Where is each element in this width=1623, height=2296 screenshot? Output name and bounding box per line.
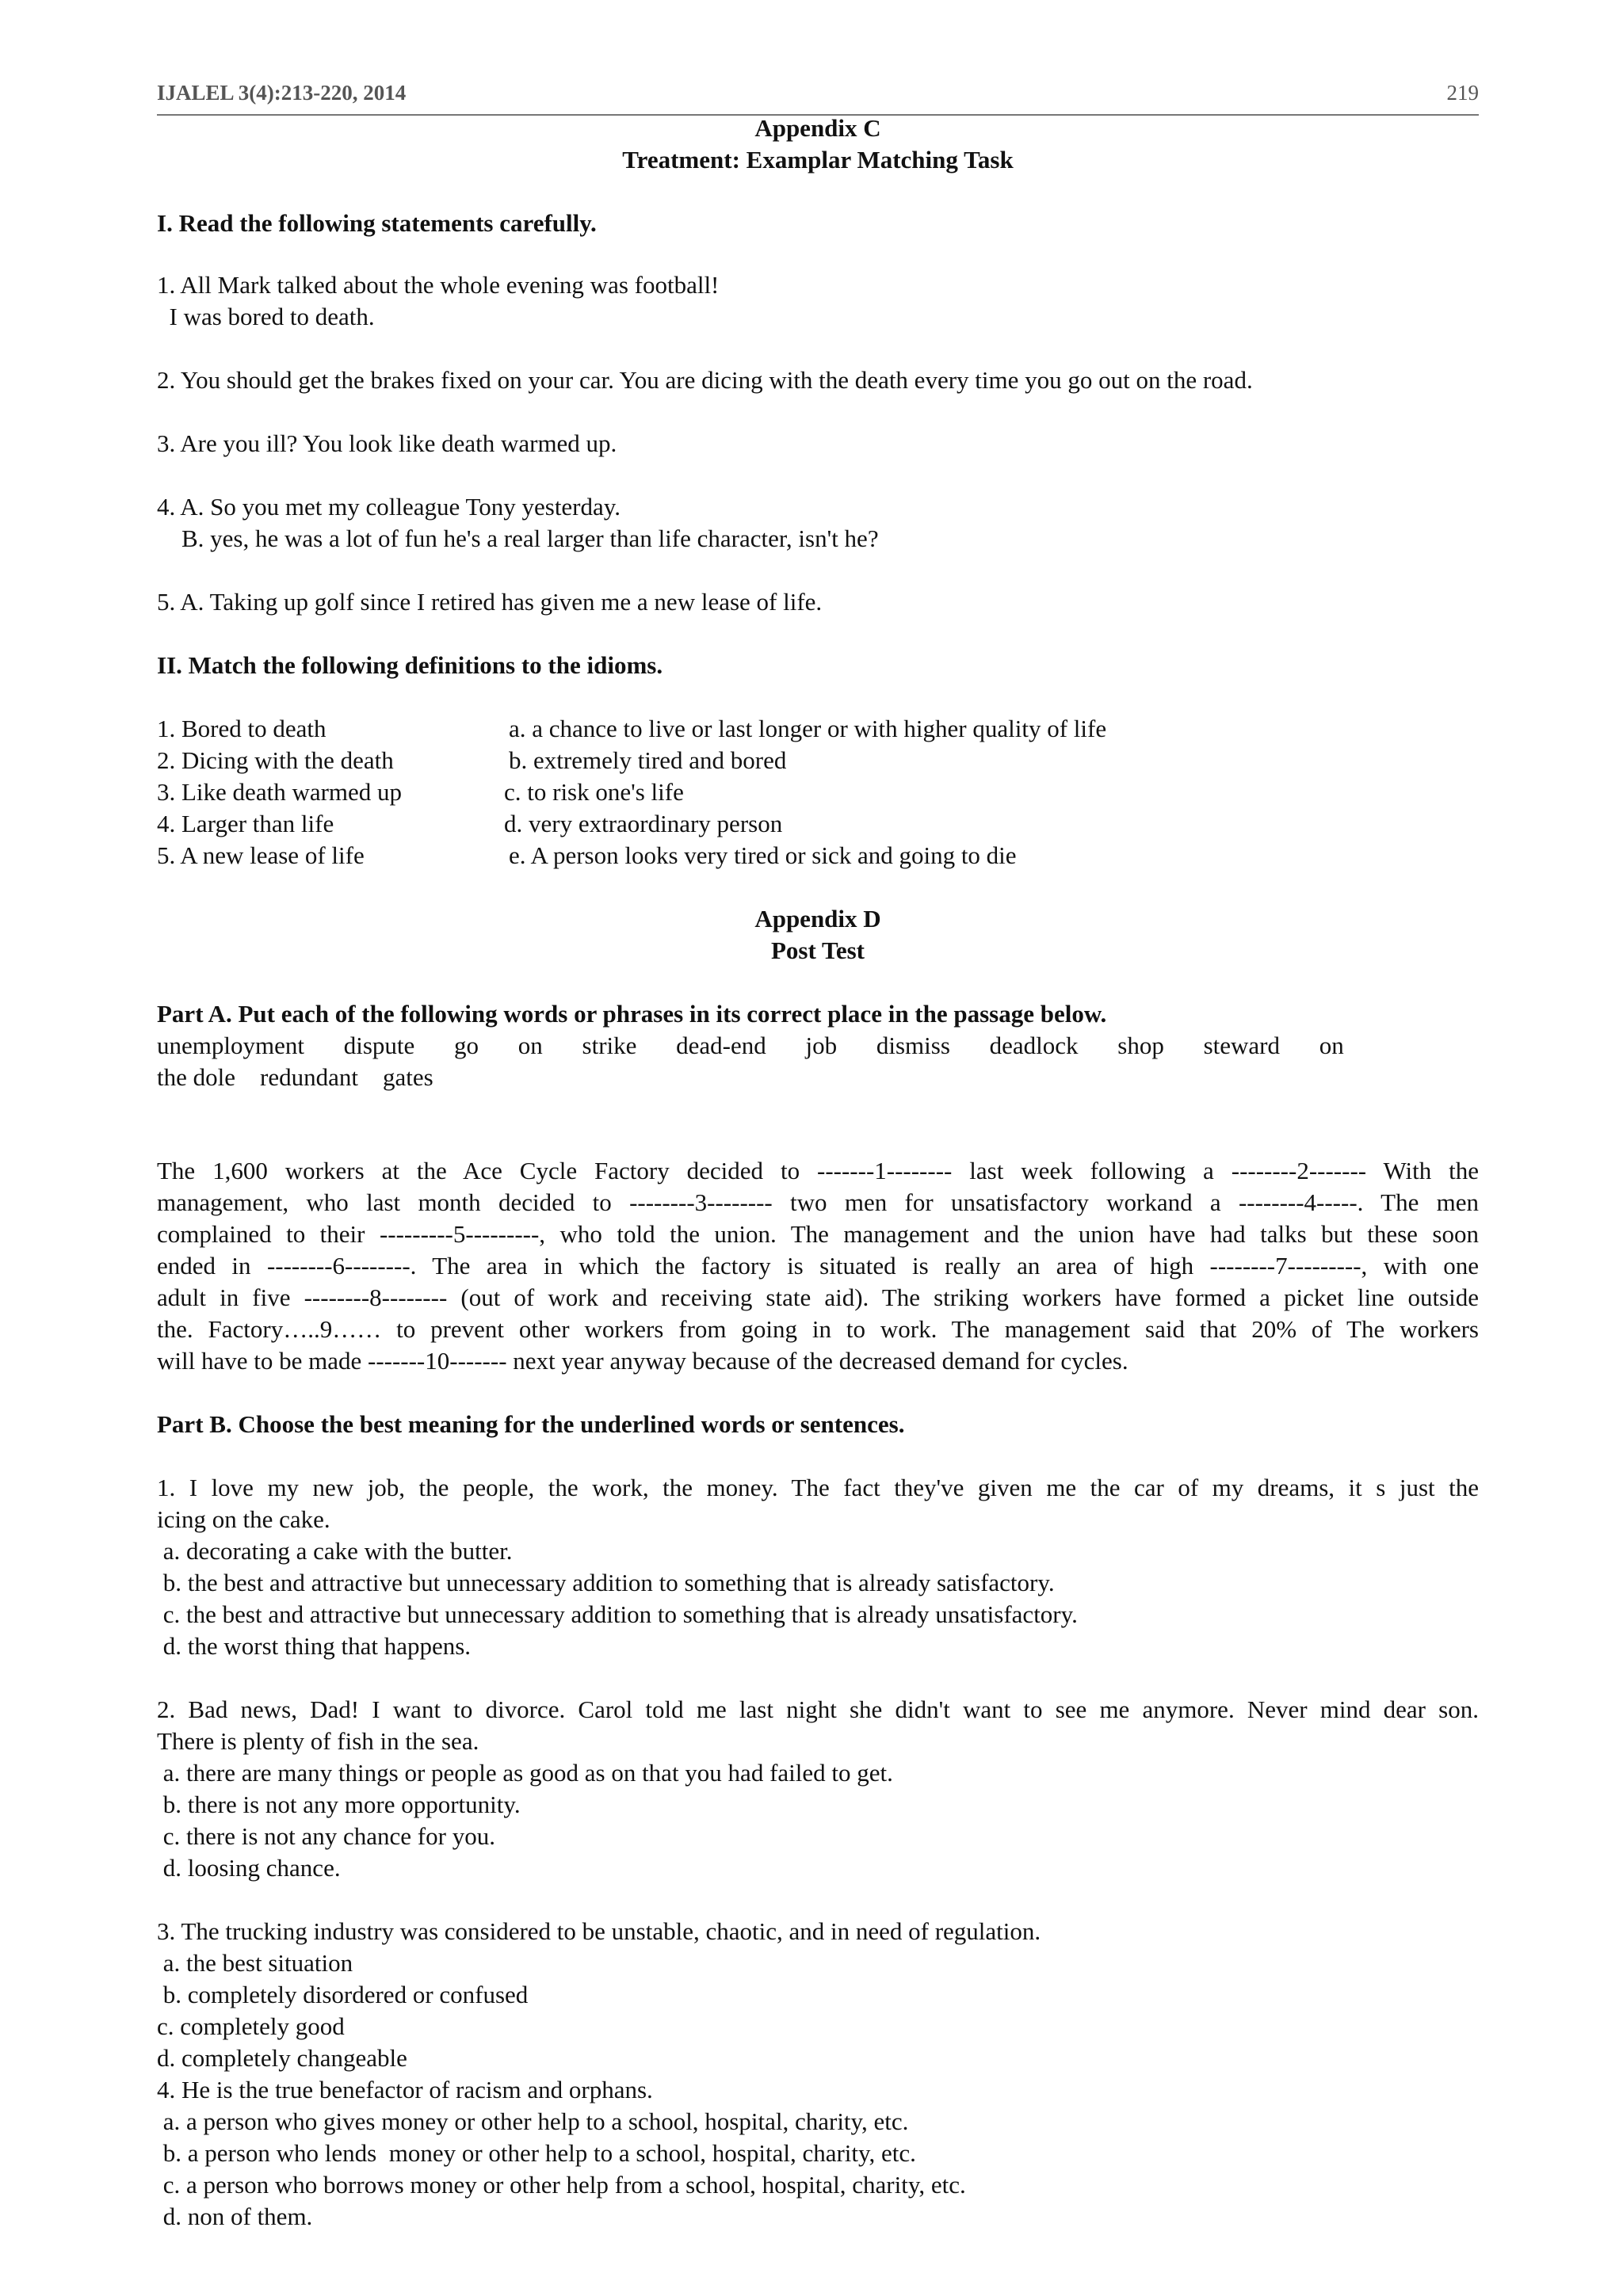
idiom-item: 5. A new lease of life bbox=[157, 841, 365, 869]
question-1-option: d. the worst thing that happens. bbox=[157, 1632, 472, 1660]
journal-citation: IJALEL 3(4):213-220, 2014 bbox=[157, 81, 407, 105]
question-3-option: d. completely changeable bbox=[157, 2044, 407, 2072]
section-2-heading: II. Match the following definitions to the idioms. bbox=[157, 651, 663, 679]
question-4-option: d. non of them. bbox=[157, 2203, 313, 2230]
section-1-heading: I. Read the following statements carefully. bbox=[157, 209, 597, 237]
definition-item: a. a chance to live or last longer or with higher quality of life bbox=[509, 715, 1107, 742]
passage-line: complained to their ---------5---------, who told the union. The management and the union have had talks but these soon bbox=[157, 1220, 1479, 1248]
idiom-item: 2. Dicing with the death bbox=[157, 746, 394, 774]
passage-line: adult in five --------8-------- (out of work and receiving state aid). The striking workers have formed a picket line outside bbox=[157, 1283, 1479, 1311]
statement-line: I was bored to death. bbox=[157, 303, 375, 330]
definition-item: e. A person looks very tired or sick and going to die bbox=[509, 841, 1017, 869]
question-3-line: 3. The trucking industry was considered to be unstable, chaotic, and in need of regulation. bbox=[157, 1917, 1041, 1945]
statement-line: 3. Are you ill? You look like death warmed up. bbox=[157, 429, 617, 457]
idiom-item: 1. Bored to death bbox=[157, 715, 327, 742]
definition-item: d. very extraordinary person bbox=[504, 810, 783, 837]
statement-line: 1. All Mark talked about the whole evening was football! bbox=[157, 271, 720, 299]
question-2-option: b. there is not any more opportunity. bbox=[157, 1791, 521, 1818]
question-3-option: c. completely good bbox=[157, 2012, 345, 2040]
statement-line: 4. A. So you met my colleague Tony yesterday. bbox=[157, 493, 621, 521]
appendix-d-subtitle: Post Test bbox=[771, 936, 865, 964]
word-bank-line: the dole redundant gates bbox=[157, 1063, 433, 1091]
question-4-option: b. a person who lends money or other help to a school, hospital, charity, etc. bbox=[157, 2139, 916, 2167]
passage-line: will have to be made -------10------- next year anyway because of the decreased demand for cycles. bbox=[157, 1347, 1128, 1375]
appendix-d-title: Appendix D bbox=[754, 905, 881, 933]
passage-line: management, who last month decided to --------3-------- two men for unsatisfactory workand a --------4-----. The men bbox=[157, 1188, 1479, 1216]
statement-line: B. yes, he was a lot of fun he's a real larger than life character, isn't he? bbox=[157, 524, 879, 552]
part-a-heading: Part A. Put each of the following words or phrases in its correct place in the passage below. bbox=[157, 1000, 1107, 1028]
appendix-c-title: Appendix C bbox=[754, 114, 881, 142]
question-2-line: 2. Bad news, Dad! I want to divorce. Carol told me last night she didn't want to see me anymore. Never mind dear son. bbox=[157, 1695, 1479, 1723]
question-2-option: a. there are many things or people as good as on that you had failed to get. bbox=[157, 1759, 893, 1787]
question-1-line: icing on the cake. bbox=[157, 1505, 330, 1533]
definition-item: c. to risk one's life bbox=[504, 778, 684, 806]
question-4-line: 4. He is the true benefactor of racism and orphans. bbox=[157, 2076, 653, 2103]
idiom-item: 3. Like death warmed up bbox=[157, 778, 403, 806]
question-4-option: a. a person who gives money or other help to a school, hospital, charity, etc. bbox=[157, 2107, 909, 2135]
question-1-line: 1. I love my new job, the people, the work, the money. The fact they've given me the car of my dreams, it s just the bbox=[157, 1474, 1479, 1501]
word-bank-line: unemployment dispute go on strike dead-end job dismiss deadlock shop steward on bbox=[157, 1032, 1344, 1059]
question-2-option: c. there is not any chance for you. bbox=[157, 1822, 495, 1850]
question-1-option: c. the best and attractive but unnecessary addition to something that is already unsatisfactory. bbox=[157, 1600, 1078, 1628]
question-3-option: a. the best situation bbox=[157, 1949, 353, 1977]
question-2-line: There is plenty of fish in the sea. bbox=[157, 1727, 479, 1755]
question-3-option: b. completely disordered or confused bbox=[157, 1981, 529, 2008]
question-4-option: c. a person who borrows money or other help from a school, hospital, charity, etc. bbox=[157, 2171, 966, 2199]
idiom-item: 4. Larger than life bbox=[157, 810, 334, 837]
question-1-option: a. decorating a cake with the butter. bbox=[157, 1537, 513, 1565]
part-b-heading: Part B. Choose the best meaning for the underlined words or sentences. bbox=[157, 1410, 905, 1438]
passage-line: ended in --------6--------. The area in which the factory is situated is really an area of high --------7---------, with one bbox=[157, 1252, 1479, 1280]
question-2-option: d. loosing chance. bbox=[157, 1854, 341, 1882]
passage-line: The 1,600 workers at the Ace Cycle Factory decided to -------1-------- last week following a --------2------- With the bbox=[157, 1157, 1479, 1184]
question-1-option: b. the best and attractive but unnecessary addition to something that is already satisfactory. bbox=[157, 1569, 1055, 1596]
running-header bbox=[157, 79, 1479, 116]
appendix-c-subtitle: Treatment: Examplar Matching Task bbox=[622, 146, 1014, 174]
definition-item: b. extremely tired and bored bbox=[509, 746, 787, 774]
statement-line: 5. A. Taking up golf since I retired has given me a new lease of life. bbox=[157, 588, 823, 616]
passage-line: the. Factory…..9…… to prevent other workers from going in to work. The management said that 20% of The workers bbox=[157, 1315, 1479, 1343]
page-number: 219 bbox=[1446, 81, 1479, 105]
statement-line: 2. You should get the brakes fixed on your car. You are dicing with the death every time you go out on the road. bbox=[157, 366, 1253, 394]
